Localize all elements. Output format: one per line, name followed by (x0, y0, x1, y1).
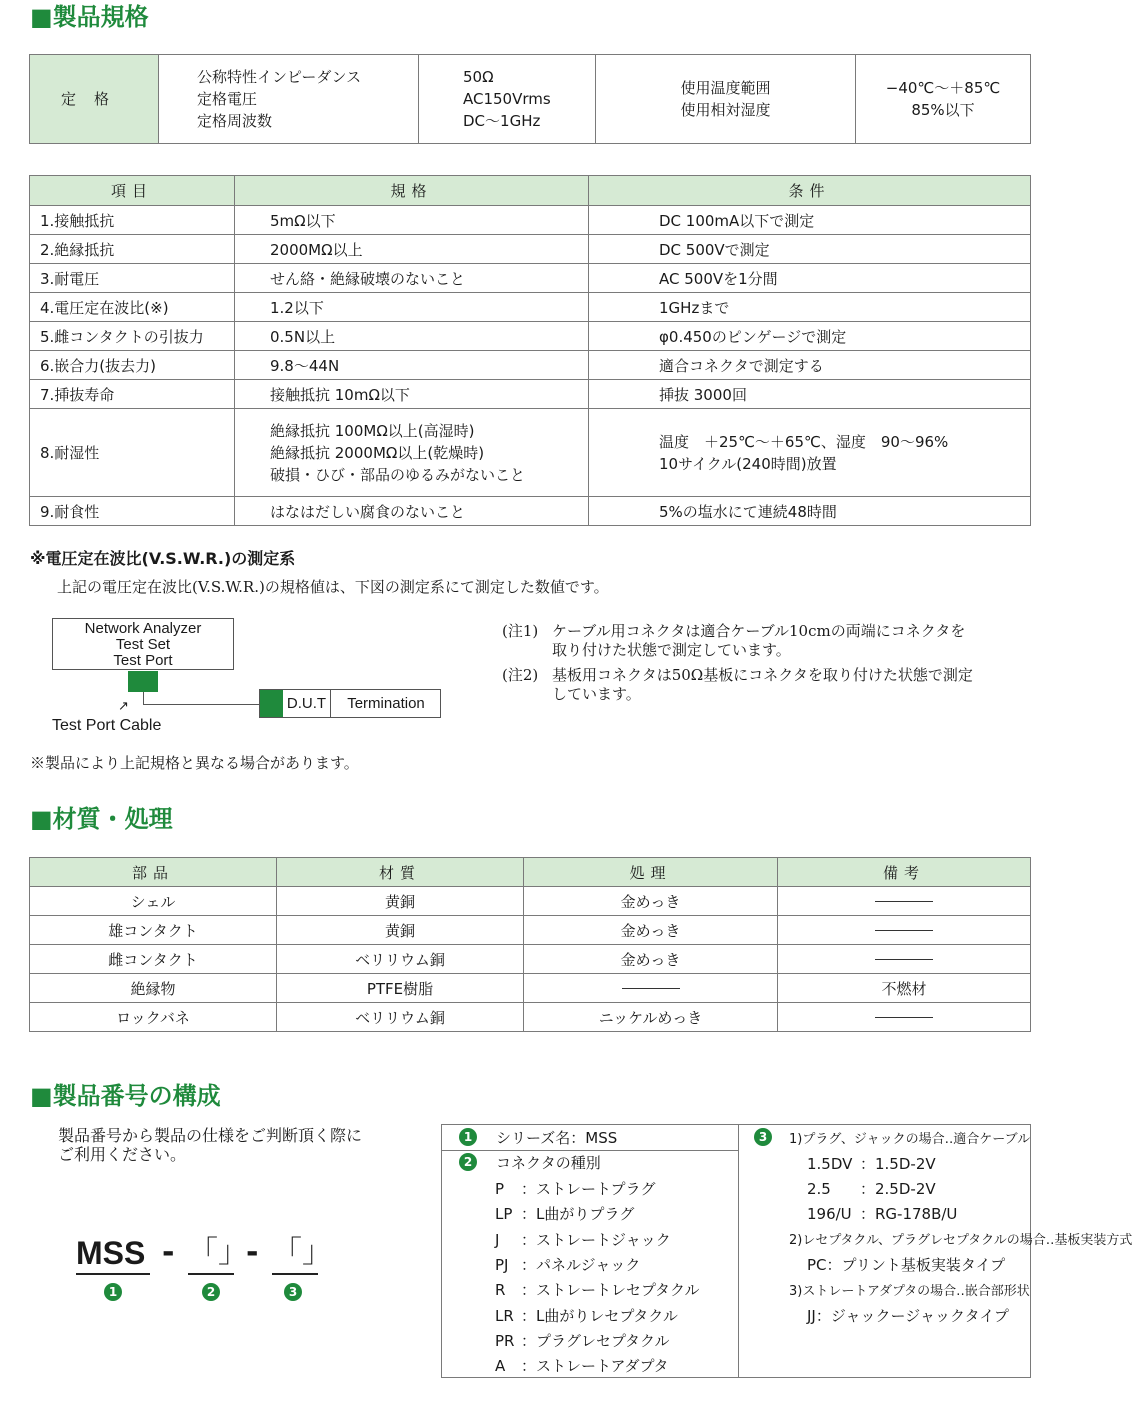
mat-part: 雄コンタクト (30, 916, 277, 945)
note-2: (注2) 基板用コネクタは50Ω基板にコネクタを取り付けた状態で測定 しています。 (502, 666, 973, 703)
cable-3: 196/U ：RG-178B/U (807, 1205, 958, 1223)
disclaimer: ※製品により上記規格と異なる場合があります。 (30, 754, 359, 772)
dash-line (875, 930, 933, 931)
connector-type: PR ：プラグレセプタクル (495, 1331, 670, 1350)
mat-header-material: 材質 (277, 858, 524, 887)
spec-condition: 1GHzまで (589, 293, 1031, 322)
dash-line (875, 901, 933, 902)
spec-condition: φ0.450のピンゲージで測定 (589, 322, 1031, 351)
cable-vertical (143, 692, 144, 704)
note-1: (注1) ケーブル用コネクタは適合ケーブル10cmの両端にコネクタを 取り付けた状態で測定しています。 (502, 622, 966, 659)
dut-label: D.U.T (283, 690, 331, 717)
legend-h1: 1)プラグ、ジャックの場合‥適合ケーブル (789, 1132, 1031, 1147)
mat-treatment: ニッケルめっき (524, 1003, 778, 1032)
slot-cable: 「」 (272, 1233, 318, 1275)
spec-value: 2000MΩ以上 (235, 235, 589, 264)
legend-marker-3-icon: 3 (754, 1128, 772, 1146)
material-row (30, 916, 1031, 945)
spec-row (30, 351, 1031, 380)
spec-value: 1.2以下 (235, 293, 589, 322)
spec-item: 6.嵌合力(抜去力) (30, 351, 235, 380)
separator-1: - (162, 1235, 175, 1270)
spec-condition: 挿抜 3000回 (589, 380, 1031, 409)
mat-header-remarks: 備考 (778, 858, 1031, 887)
section-title-specs: ■製品規格 (30, 3, 149, 31)
legend-marker-2-icon: 2 (459, 1153, 477, 1171)
materials-table (29, 857, 1031, 1032)
dash-line (622, 988, 680, 989)
separator-2: - (246, 1235, 259, 1270)
vswr-description: 上記の電圧定在波比(V.S.W.R.)の規格値は、下図の測定系にて測定した数値です。 (57, 578, 609, 596)
connector-type: PJ ：パネルジャック (495, 1255, 641, 1274)
spec-item: 8.耐湿性 (30, 409, 235, 497)
spec-item: 2.絶縁抵抗 (30, 235, 235, 264)
mat-material: PTFE樹脂 (277, 974, 524, 1003)
dash-line (875, 959, 933, 960)
specs-header-item: 項目 (30, 176, 235, 206)
mat-header-treatment: 処理 (524, 858, 778, 887)
rated-label: 定格 (30, 55, 159, 144)
legend-pc: PC：プリント基板実装タイプ (807, 1256, 1006, 1274)
cable-1: 1.5DV ：1.5D-2V (807, 1155, 936, 1173)
legend-h3: 3)ストレートアダプタの場合‥嵌合部形状 (789, 1284, 1030, 1299)
spec-row (30, 380, 1031, 409)
mat-remarks: 不燃材 (778, 974, 1031, 1003)
specs-table (29, 175, 1031, 526)
rated-items: 公称特性インピーダンス 定格電圧 定格周波数 (159, 55, 419, 144)
spec-row (30, 293, 1031, 322)
spec-condition: 5%の塩水にて連続48時間 (589, 497, 1031, 526)
spec-item: 3.耐電圧 (30, 264, 235, 293)
test-port-cable-label: Test Port Cable (52, 717, 162, 734)
dash-line (875, 1017, 933, 1018)
spec-value: せん絡・絶縁破壊のないこと (235, 264, 589, 293)
cable-arrow-icon: ↗ (118, 699, 129, 714)
specs-header-cond: 条件 (589, 176, 1031, 206)
spec-value: 接触抵抗 10mΩ以下 (235, 380, 589, 409)
connector-type: P ：ストレートプラグ (495, 1180, 656, 1198)
spec-item: 5.雌コンタクトの引抜力 (30, 322, 235, 351)
marker-1-icon: 1 (104, 1283, 122, 1301)
legend-marker-1-icon: 1 (459, 1128, 477, 1146)
marker-2-icon: 2 (202, 1283, 220, 1301)
spec-row (30, 235, 1031, 264)
partnum-intro: 製品番号から製品の仕様をご判断頂く際に ご利用ください。 (58, 1126, 363, 1164)
mat-material: ベリリウム銅 (277, 1003, 524, 1032)
spec-condition: 適合コネクタで測定する (589, 351, 1031, 380)
spec-condition: DC 100mA以下で測定 (589, 206, 1031, 235)
legend-series: シリーズ名：MSS (496, 1129, 618, 1147)
spec-row (30, 497, 1031, 526)
rated-values: 50Ω AC150Vrms DC～1GHz (419, 55, 596, 144)
cable-2: 2.5 ：2.5D-2V (807, 1180, 936, 1198)
connector-type: LR ：L曲がりレセプタクル (495, 1306, 678, 1325)
spec-row (30, 206, 1031, 235)
spec-value: はなはだしい腐食のないこと (235, 497, 589, 526)
mat-part: 雌コンタクト (30, 945, 277, 974)
mat-header-part: 部品 (30, 858, 277, 887)
vswr-title: ※電圧定在波比(V.S.W.R.)の測定系 (30, 549, 296, 568)
spec-value: 0.5N以上 (235, 322, 589, 351)
spec-condition: 温度 ＋25℃～＋65℃、湿度 90～96% 10サイクル(240時間)放置 (589, 409, 1031, 497)
mat-treatment: 金めっき (524, 887, 778, 916)
mat-remarks (778, 945, 1031, 974)
mat-part: シェル (30, 887, 277, 916)
termination-label: Termination (347, 695, 425, 712)
legend-h2: 2)レセプタクル、プラグレセプタクルの場合‥基板実装方式 (789, 1233, 1132, 1248)
section-title-partnum: ■製品番号の構成 (30, 1082, 221, 1110)
spec-item: 4.電圧定在波比(※) (30, 293, 235, 322)
mat-part: 絶縁物 (30, 974, 277, 1003)
cable-horizontal (143, 704, 259, 705)
connector-type: LP ：L曲がりプラグ (495, 1205, 635, 1224)
env-items: 使用温度範囲 使用相対湿度 (596, 55, 856, 144)
material-row (30, 974, 1031, 1003)
mat-treatment: 金めっき (524, 945, 778, 974)
mat-treatment: 金めっき (524, 916, 778, 945)
spec-value: 5mΩ以下 (235, 206, 589, 235)
mat-material: 黄銅 (277, 887, 524, 916)
spec-value: 絶縁抵抗 100MΩ以上(高湿時) 絶縁抵抗 2000MΩ以上(乾燥時) 破損・ひび・部品のゆるみがないこと (235, 409, 589, 497)
legend-jj: JJ：ジャックージャックタイプ (807, 1307, 1009, 1325)
connector-type: R ：ストレートレセプタクル (495, 1281, 700, 1300)
marker-3-icon: 3 (284, 1283, 302, 1301)
legend-row-divider (442, 1150, 738, 1151)
mat-remarks (778, 1003, 1031, 1032)
legend-kind: コネクタの種別 (496, 1154, 601, 1172)
dut-connector (260, 690, 283, 717)
spec-value: 9.8～44N (235, 351, 589, 380)
rated-table (29, 54, 1031, 144)
mat-material: 黄銅 (277, 916, 524, 945)
spec-condition: DC 500Vで測定 (589, 235, 1031, 264)
mat-treatment (524, 974, 778, 1003)
network-analyzer-box: Network Analyzer Test Set Test Port (52, 618, 234, 670)
test-port-connector (128, 671, 158, 692)
spec-condition: AC 500Vを1分間 (589, 264, 1031, 293)
dut-box (259, 689, 441, 718)
spec-row (30, 322, 1031, 351)
material-row (30, 887, 1031, 916)
env-values: −40℃～＋85℃ 85%以下 (856, 55, 1031, 144)
mat-material: ベリリウム銅 (277, 945, 524, 974)
connector-type: J ：ストレートジャック (495, 1230, 671, 1249)
spec-row (30, 264, 1031, 293)
legend-divider (738, 1125, 739, 1377)
mat-remarks (778, 916, 1031, 945)
spec-item: 7.挿抜寿命 (30, 380, 235, 409)
section-title-materials: ■材質・処理 (30, 805, 173, 833)
spec-row (30, 409, 1031, 497)
mat-part: ロックバネ (30, 1003, 277, 1032)
spec-item: 1.接触抵抗 (30, 206, 235, 235)
connector-type: A ：ストレートアダプタ (495, 1357, 669, 1376)
material-row (30, 945, 1031, 974)
prefix-mss: MSS (76, 1233, 150, 1275)
material-row (30, 1003, 1031, 1032)
spec-item: 9.耐食性 (30, 497, 235, 526)
specs-header-spec: 規格 (235, 176, 589, 206)
mat-remarks (778, 887, 1031, 916)
slot-kind: 「」 (188, 1233, 234, 1275)
